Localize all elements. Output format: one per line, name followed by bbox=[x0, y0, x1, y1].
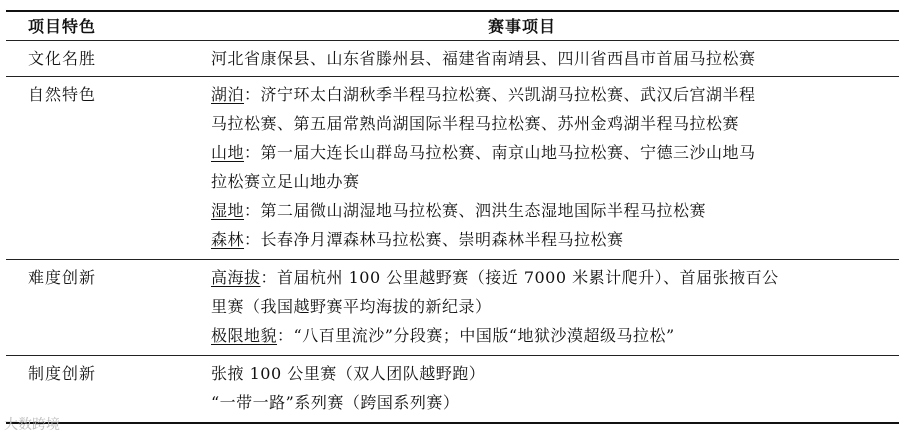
event-line: 马拉松赛、第五届常熟尚湖国际半程马拉松赛、苏州金鸡湖半程马拉松赛 bbox=[211, 114, 740, 133]
events-culture bbox=[211, 44, 891, 73]
events-nature bbox=[211, 80, 891, 254]
event-line: 湖泊：济宁环太白湖秋季半程马拉松赛、兴凯湖马拉松赛、武汉后宫湖半程 bbox=[211, 85, 756, 104]
category-high-altitude: 高海拔 bbox=[211, 268, 261, 287]
header-rule bbox=[6, 40, 899, 41]
row-rule bbox=[6, 355, 899, 356]
event-line: 里赛（我国越野赛平均海拔的新纪录） bbox=[211, 297, 492, 316]
category-wetland: 湿地 bbox=[211, 201, 245, 220]
table-top-rule bbox=[6, 10, 899, 12]
category-forest: 森林 bbox=[211, 230, 245, 249]
event-line: 湿地：第二届微山湖湿地马拉松赛、泗洪生态湿地国际半程马拉松赛 bbox=[211, 201, 707, 220]
feature-culture: 文化名胜 bbox=[28, 49, 97, 68]
category-mountain: 山地 bbox=[211, 143, 245, 162]
event-line: 张掖 100 公里赛（双人团队越野跑） bbox=[211, 364, 486, 383]
table-bottom-rule bbox=[6, 422, 899, 424]
feature-nature: 自然特色 bbox=[28, 85, 97, 104]
event-line: 山地：第一届大连长山群岛马拉松赛、南京山地马拉松赛、宁德三沙山地马 bbox=[211, 143, 756, 162]
event-line: 拉松赛立足山地办赛 bbox=[211, 172, 360, 191]
category-lake: 湖泊 bbox=[211, 85, 245, 104]
header-events: 赛事项目 bbox=[488, 17, 557, 36]
watermark: 大数跨境 bbox=[4, 417, 60, 433]
feature-system: 制度创新 bbox=[28, 364, 97, 383]
event-line: 高海拔：首届杭州 100 公里越野赛（接近 7000 米累计爬升）、首届张掖百公 bbox=[211, 268, 779, 287]
row-rule bbox=[6, 259, 899, 260]
category-extreme-terrain: 极限地貌 bbox=[211, 326, 278, 345]
header-feature: 项目特色 bbox=[28, 17, 97, 36]
event-line: 森林：长春净月潭森林马拉松赛、崇明森林半程马拉松赛 bbox=[211, 230, 624, 249]
events-system bbox=[211, 359, 891, 417]
event-line: 河北省康保县、山东省滕州县、福建省南靖县、四川省西昌市首届马拉松赛 bbox=[211, 49, 756, 68]
row-rule bbox=[6, 76, 899, 77]
feature-difficulty: 难度创新 bbox=[28, 268, 97, 287]
event-line: 极限地貌：“八百里流沙”分段赛；中国版“地狱沙漠超级马拉松” bbox=[211, 326, 675, 345]
event-line: “一带一路”系列赛（跨国系列赛） bbox=[211, 393, 460, 412]
events-difficulty bbox=[211, 263, 891, 350]
